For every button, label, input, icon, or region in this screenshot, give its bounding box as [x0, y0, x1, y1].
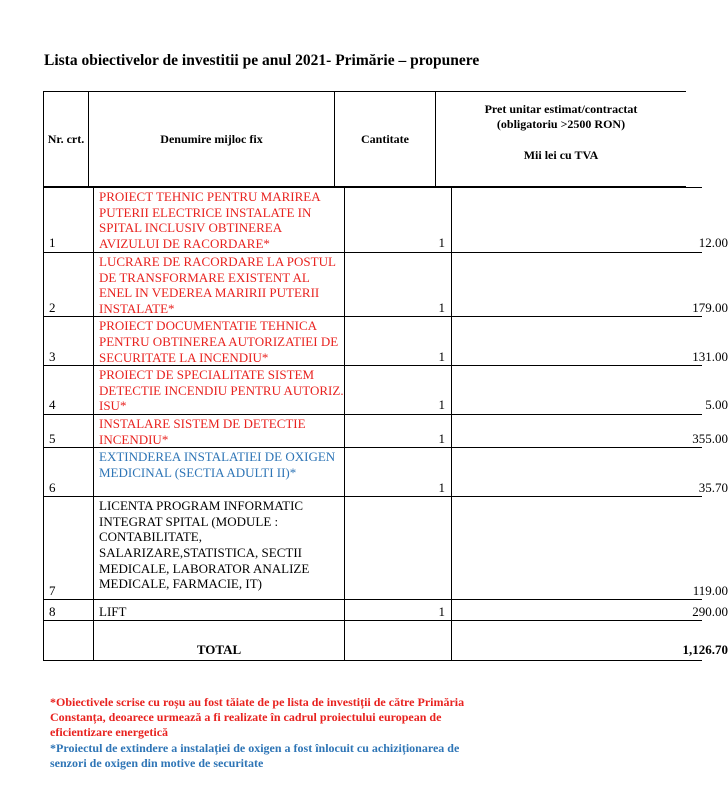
row-price-cell [452, 414, 728, 447]
row-nr: 6 [44, 448, 94, 497]
total-label: TOTAL [94, 621, 345, 661]
row-name: LUCRARE DE RACORDARE LA POSTUL DE TRANSFORMARE EXISTENT AL ENEL IN VEDEREA MARIRII PUTERII INSTALATE* [94, 253, 345, 317]
investment-table [43, 187, 728, 661]
header-price-unit: Mii lei cu TVA [523, 148, 599, 162]
row-price-cell [452, 366, 728, 415]
header-table [43, 91, 686, 187]
row-qty: 1 [345, 253, 452, 317]
row-qty: 1 [345, 414, 452, 447]
header-nr: Nr. crt. [44, 92, 89, 187]
row-price-cell [452, 600, 728, 621]
row-name: PROIECT TEHNIC PENTRU MARIREA PUTERII ELECTRICE INSTALATE IN SPITAL INCLUSIV OBTINEREA AVIZULUI DE RACORDARE* [94, 188, 345, 253]
table-row [44, 253, 703, 317]
row-price: 5.00 [705, 397, 728, 413]
header-price-title: Pret unitar estimat/contractat [484, 102, 638, 116]
table-row [44, 188, 703, 253]
row-qty [345, 497, 452, 600]
row-qty: 1 [345, 188, 452, 253]
row-nr: 4 [44, 366, 94, 415]
row-nr: 1 [44, 188, 94, 253]
row-price-cell [452, 317, 728, 366]
table-row [44, 497, 703, 600]
row-name: PROIECT DE SPECIALITATE SISTEM DETECTIE INCENDIU PENTRU AUTORIZ. ISU* [94, 366, 345, 415]
row-price-cell [452, 448, 728, 497]
row-price: 119.00 [692, 582, 728, 598]
total-value-cell [452, 621, 728, 661]
header-name: Denumire mijloc fix [89, 92, 335, 187]
row-name: INSTALARE SISTEM DE DETECTIE INCENDIU* [94, 414, 345, 447]
row-price-cell [452, 188, 728, 253]
row-nr: 7 [44, 497, 94, 600]
row-price: 35.70 [698, 479, 728, 495]
row-qty: 1 [345, 366, 452, 415]
total-empty-nr [44, 621, 94, 661]
row-price-cell [452, 497, 728, 600]
row-name: PROIECT DOCUMENTATIE TEHNICA PENTRU OBTINEREA AUTORIZATIEI DE SECURITATE LA INCENDIU* [94, 317, 345, 366]
document-title: Lista obiectivelor de investitii pe anul 2021- Primărie – propunere [44, 52, 480, 69]
row-qty: 1 [345, 600, 452, 621]
total-value: 1,126.70 [682, 641, 728, 657]
row-qty: 1 [345, 317, 452, 366]
row-price: 355.00 [692, 430, 728, 446]
row-name: LICENTA PROGRAM INFORMATIC INTEGRAT SPITAL (MODULE : CONTABILITATE, SALARIZARE,STATISTICA, SECTII MEDICALE, LABORATOR ANALIZE MEDICALE, FARMACIE, IT) [94, 497, 345, 600]
table-row [44, 317, 703, 366]
header-price-note: (obligatoriu >2500 RON) [496, 117, 626, 131]
row-name: LIFT [94, 600, 345, 621]
table-row [44, 366, 703, 415]
row-name: EXTINDEREA INSTALATIEI DE OXIGEN MEDICINAL (SECTIA ADULTI II)* [94, 448, 345, 497]
table-row [44, 600, 703, 621]
row-price: 290.00 [692, 603, 728, 619]
row-price-cell [452, 253, 728, 317]
table-row [44, 448, 703, 497]
table-row [44, 414, 703, 447]
row-price: 12.00 [698, 235, 728, 251]
row-price: 131.00 [692, 348, 728, 364]
note-red: *Obiectivele scrise cu roșu au fost tăiate de pe lista de investiții de către Primăria Constanța, deoarece urmează a fi realizate în cadrul proiectului european de eficientizare energetică [50, 695, 465, 740]
footnotes [50, 695, 490, 771]
header-price [436, 92, 687, 187]
note-blue: *Proiectul de extindere a instalației de oxigen a fost înlocuit cu achiziționarea de senzori de oxigen din motive de securitate [50, 740, 460, 770]
row-nr: 2 [44, 253, 94, 317]
row-nr: 3 [44, 317, 94, 366]
row-nr: 8 [44, 600, 94, 621]
row-nr: 5 [44, 414, 94, 447]
header-row [44, 92, 687, 187]
row-price: 179.00 [692, 299, 728, 315]
total-row [44, 621, 703, 661]
header-qty: Cantitate [335, 92, 436, 187]
total-empty-qty [345, 621, 452, 661]
row-qty: 1 [345, 448, 452, 497]
